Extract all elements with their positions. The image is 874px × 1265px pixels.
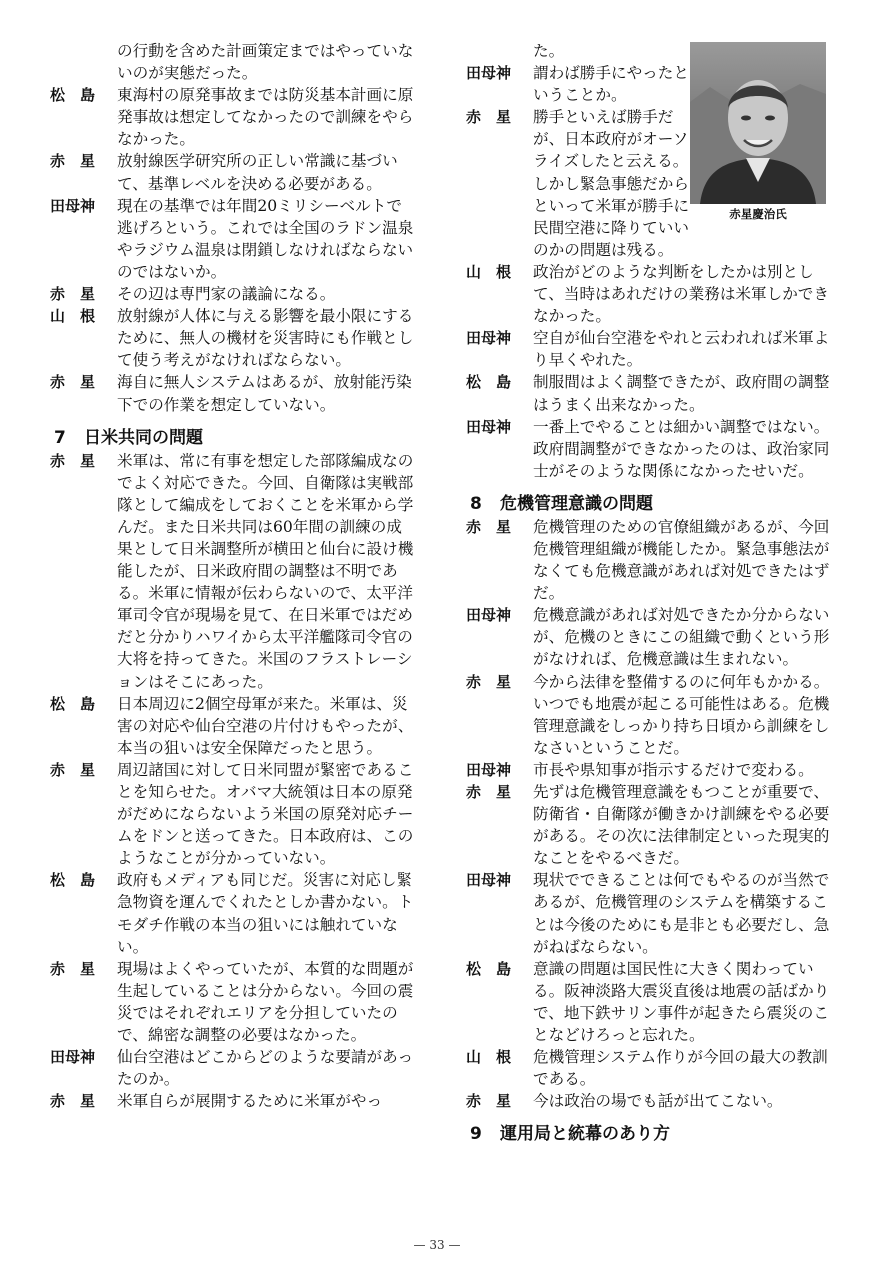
speaker-name: 赤 星 — [466, 1092, 512, 1111]
dialogue-turn — [466, 416, 830, 482]
dialogue-turn — [466, 958, 830, 1046]
section-title: 運用局と統幕のあり方 — [500, 1124, 670, 1145]
dialogue-text: 危機管理システム作りが今回の最大の教訓である。 — [533, 1048, 828, 1089]
photo-caption: 赤星慶治氏 — [729, 207, 787, 221]
dialogue-turn — [466, 1046, 830, 1090]
speaker-name: 赤 星 — [466, 108, 512, 127]
speaker-name: 松 島 — [50, 694, 96, 713]
dialogue-text: 米軍は、常に有事を想定した部隊編成なのでよく対応できた。今回、自衛隊は実戦部隊として編成をしておくことを米軍から学んだ。また日米共同は60年間の訓練の成果として日米調整所が横田と仙台に設け機能したが、日米政府間の調整は不明である。米軍に情報が伝わらないので、太平洋軍司令官が現場を見て、在日米軍ではだめだと分かりハワイから太平洋艦隊司令官の大将を持ってきた。米国のフラストレーションはそこにあった。 — [117, 451, 414, 691]
page-number: — 33 — — [413, 1238, 461, 1252]
dialogue-turn — [50, 84, 416, 150]
speaker-name: 赤 星 — [50, 152, 96, 171]
dialogue-turn — [466, 781, 830, 869]
dialogue-text: 謂わば勝手にやったということか。 — [533, 64, 689, 105]
speaker-name: 赤 星 — [466, 672, 512, 691]
dialogue-text: 市長や県知事が指示するだけで変わる。 — [533, 760, 814, 779]
section-heading — [54, 426, 416, 450]
dialogue-turn — [466, 371, 830, 415]
speaker-name: 赤 星 — [50, 373, 96, 392]
speaker-name: 田母神 — [466, 329, 512, 348]
speaker-name: 松 島 — [466, 959, 512, 978]
dialogue-text: 勝手といえば勝手だが、日本政府がオーソライズしたと云える。しかし緊急事態だからといって米軍が勝手に民間空港に降りていいのかの問題は残る。 — [533, 108, 689, 259]
dialogue-text: 今は政治の場でも話が出てこない。 — [533, 1092, 783, 1111]
dialogue-text: 放射線が人体に与える影響を最小限にするために、無人の機材を災害時にも作戦として使う考えがなければならない。 — [117, 307, 414, 370]
section-heading — [470, 1122, 830, 1146]
speaker-name: 田母神 — [466, 871, 512, 890]
dialogue-turn — [50, 283, 416, 305]
dialogue-turn — [466, 869, 830, 957]
speaker-name: 松 島 — [466, 373, 512, 392]
section-number: 9 — [470, 1124, 482, 1145]
dialogue-text: 海自に無人システムはあるが、放射能汚染下での作業を想定していない。 — [117, 373, 412, 414]
dialogue-turn — [50, 1046, 416, 1090]
dialogue-text: 現場はよくやっていたが、本質的な問題が生起していることは分からない。今回の震災ではそれぞれエリアを分担していたので、綿密な調整の必要はなかった。 — [117, 959, 414, 1045]
speaker-name: 田母神 — [466, 760, 512, 779]
speaker-name: 山 根 — [466, 262, 512, 281]
left-column — [50, 40, 416, 1112]
dialogue-text: 政治がどのような判断をしたかは別として、当時はあれだけの業務は米軍しかできなかった。 — [533, 262, 829, 326]
dialogue-turn — [50, 371, 416, 415]
speaker-name: 赤 星 — [50, 959, 96, 978]
dialogue-turn — [50, 869, 416, 957]
speaker-name: 松 島 — [50, 871, 96, 890]
speaker-name: 山 根 — [466, 1048, 512, 1067]
dialogue-turn — [50, 693, 416, 759]
speaker-name: 田母神 — [50, 196, 96, 215]
portrait-photo — [690, 42, 826, 204]
dialogue-text: 東海村の原発事故までは防災基本計画に原発事故は想定してなかったので訓練をやらなかった。 — [117, 86, 414, 149]
dialogue-turn — [466, 261, 830, 327]
dialogue-text: 米軍自らが展開するために米軍がやっ — [117, 1092, 383, 1111]
dialogue-text: 危機意識があれば対処できたか分からないが、危機のときにこの組織で動くという形がなければ、危機意識は生まれない。 — [533, 606, 830, 669]
dialogue-text: 政府もメディアも同じだ。災害に対応し緊急物資を運んでくれたとしか書かない。トモダチ作戦の本当の狙いには触れていない。 — [117, 871, 414, 956]
dialogue-text: 意識の問題は国民性に大きく関わっている。阪神淡路大震災直後は地震の話ばかりで、地下鉄サリン事件が起きたら震災のことなどけろっと忘れた。 — [533, 959, 830, 1045]
speaker-name: 赤 星 — [466, 783, 512, 801]
dialogue-text: の行動を含めた計画策定まではやっていないのが実態だった。 — [117, 42, 414, 83]
dialogue-turn — [50, 40, 416, 84]
dialogue-text: その辺は専門家の議論になる。 — [117, 285, 336, 304]
speaker-name: 田母神 — [466, 417, 512, 436]
dialogue-text: 空自が仙台空港をやれと云われれば米軍より早くやれた。 — [533, 329, 830, 370]
dialogue-turn — [466, 516, 830, 604]
section-heading — [470, 492, 830, 516]
dialogue-text: 現状でできることは何でもやるのが当然であるが、危機管理のシステムを構築することは今後のためにも是非とも必要だし、急がねばならない。 — [533, 871, 830, 956]
dialogue-text: 制服間はよく調整できたが、政府間の調整はうまく出来なかった。 — [533, 373, 830, 414]
dialogue-turn — [466, 327, 830, 371]
dialogue-text: 仙台空港はどこからどのような要請があったのか。 — [117, 1048, 414, 1089]
speaker-name: 田母神 — [466, 606, 512, 625]
dialogue-turn — [466, 604, 830, 670]
dialogue-turn — [466, 759, 830, 781]
dialogue-text: 日本周辺に2個空母軍が来た。米軍は、災害の対応や仙台空港の片付けもやったが、本当の狙いは安全保障だったと思う。 — [117, 694, 414, 757]
dialogue-text: 現在の基準では年間20ミリシーベルトで逃げろという。これでは全国のラドン温泉やラジウム温泉は閉鎖しなければならないのではないか。 — [117, 196, 414, 281]
dialogue-turn — [50, 305, 416, 371]
dialogue-text: 放射線医学研究所の正しい常識に基づいて、基準レベルを決める必要がある。 — [117, 152, 398, 193]
dialogue-turn — [50, 958, 416, 1046]
speaker-name: 赤 星 — [50, 1092, 96, 1111]
section-title: 危機管理意識の問題 — [500, 493, 653, 514]
speaker-name: 田母神 — [466, 64, 512, 83]
dialogue-text: 周辺諸国に対して日米同盟が緊密であることを知らせた。オバマ大統領は日本の原発がだめにならないよう米国の原発対応チームをドンと送ってきた。日本政府は、このようなことが分かっていない。 — [117, 760, 414, 868]
dialogue-turn — [50, 1090, 416, 1112]
dialogue-text: た。 — [533, 42, 565, 60]
dialogue-text: 今から法律を整備するのに何年もかかる。いつでも地震が起こる可能性はある。危機管理意識をしっかり持ち日頃から訓練をしなさいということだ。 — [533, 672, 830, 757]
dialogue-turn — [466, 671, 830, 759]
speaker-name: 赤 星 — [466, 517, 512, 536]
speaker-name: 山 根 — [50, 307, 96, 326]
section-number: 8 — [470, 493, 482, 514]
speaker-name: 赤 星 — [50, 451, 96, 470]
speaker-name: 松 島 — [50, 86, 96, 105]
dialogue-text: 危機管理のための官僚組織があるが、今回危機管理組織が機能したか。緊急事態法がなくても危機意識があれば対処できたはずだ。 — [533, 517, 830, 603]
dialogue-turn — [50, 450, 416, 693]
dialogue-text: 一番上でやることは細かい調整ではない。政府間調整ができなかったのは、政治家同士がそのような関係になかったせいだ。 — [533, 417, 830, 480]
dialogue-text: 先ずは危機管理意識をもつことが重要で、防衛省・自衛隊が働きかけ訓練をやる必要がある。その次に法律制定といった現実的なことをやるべきだ。 — [533, 783, 830, 868]
portrait-figure — [690, 42, 826, 222]
speaker-name: 田母神 — [50, 1048, 96, 1067]
dialogue-turn — [50, 150, 416, 194]
dialogue-turn — [50, 759, 416, 869]
section-title: 日米共同の問題 — [84, 427, 203, 448]
section-number: 7 — [54, 427, 66, 448]
dialogue-turn — [466, 1090, 830, 1112]
dialogue-turn — [50, 195, 416, 283]
speaker-name: 赤 星 — [50, 285, 96, 304]
speaker-name: 赤 星 — [50, 760, 96, 779]
